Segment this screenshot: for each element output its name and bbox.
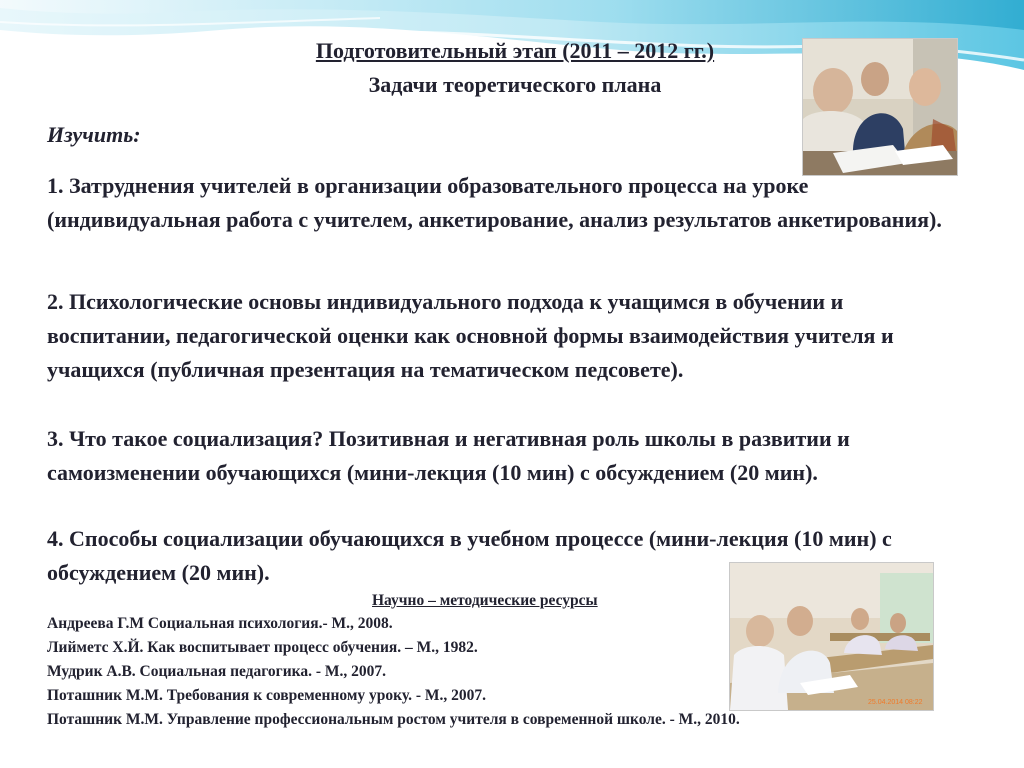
- reference-item: Лийметс Х.Й. Как воспитывает процесс обучения. – М., 1982.: [47, 639, 478, 656]
- list-item: 1. Затруднения учителей в организации образовательного процесса на уроке (индивидуальная работа с учителем, анкетирование, анализ результатов анкетирования).: [47, 173, 942, 232]
- reference-item: Андреева Г.М Социальная психология.- М., 2008.: [47, 615, 393, 632]
- reference-item: Поташник М.М. Требования к современному уроку. - М., 2007.: [47, 687, 486, 704]
- list-item: 3. Что такое социализация? Позитивная и негативная роль школы в развитии и самоизменении обучающихся (мини-лекция (10 мин) с обсуждением (20 мин).: [47, 426, 850, 485]
- photo-students-classroom-icon: [729, 562, 934, 711]
- photo-teachers-working-icon: [802, 38, 958, 176]
- photo-timestamp: 25.04.2014 08:22: [868, 699, 923, 706]
- slide-title: Подготовительный этап (2011 – 2012 гг.): [315, 38, 715, 63]
- reference-item: Поташник М.М. Управление профессиональным ростом учителя в современной школе. - М., 2010.: [47, 711, 740, 728]
- resources-heading: Научно – методические ресурсы: [372, 592, 598, 609]
- slide-subtitle: Задачи теоретического плана: [368, 72, 662, 97]
- study-label: Изучить:: [47, 122, 141, 147]
- list-item: 2. Психологические основы индивидуального подхода к учащимся в обучении и воспитании, педагогической оценки как основной формы взаимодействия учителя и учащихся (публичная презентация на тематическом педсовете).: [47, 289, 894, 382]
- list-item: 4. Способы социализации обучающихся в учебном процессе (мини-лекция (10 мин) с обсуждением (20 мин).: [47, 526, 892, 585]
- reference-item: Мудрик А.В. Социальная педагогика. - М., 2007.: [47, 663, 387, 680]
